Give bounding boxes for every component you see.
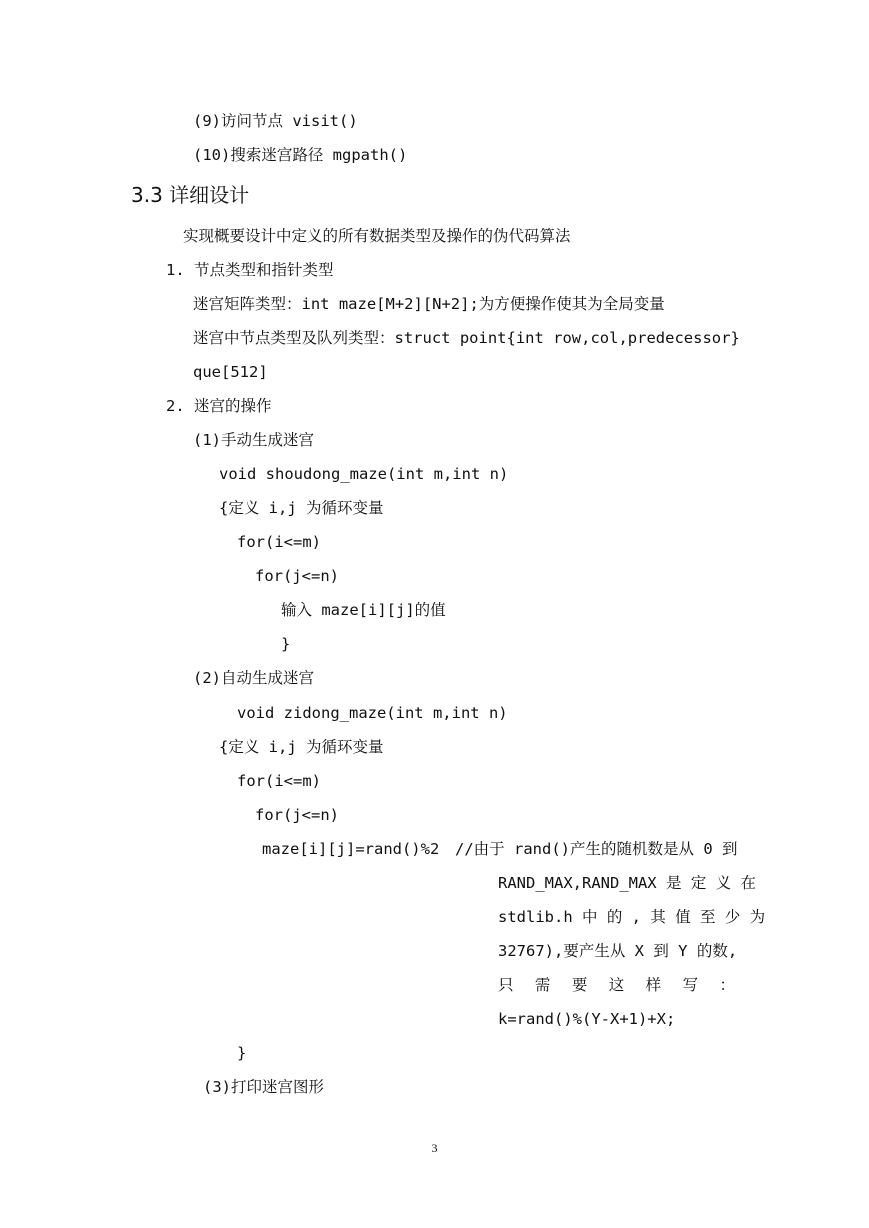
code-line: 输入 maze[i][j]的值 (281, 601, 446, 619)
sub1-title: (1)手动生成迷宫 (193, 431, 314, 449)
code-comment: stdlib.h 中 的 , 其 值 至 少 为 (498, 908, 766, 926)
code-line: for(j<=n) (255, 567, 339, 585)
code-line: {定义 i,j 为循环变量 (219, 738, 384, 756)
item1-title: 1. 节点类型和指针类型 (166, 261, 334, 279)
code-comment: //由于 rand()产生的随机数是从 0 到 (455, 840, 738, 858)
code-comment: 只 需 要 这 样 写 ： (498, 976, 735, 994)
code-line: } (237, 1044, 247, 1062)
item2-title: 2. 迷宫的操作 (166, 397, 272, 415)
sub3-title: (3)打印迷宫图形 (203, 1078, 324, 1096)
code-line: for(i<=m) (237, 772, 321, 790)
code-line: } (281, 635, 291, 653)
code-line: for(j<=n) (255, 806, 339, 824)
code-comment: k=rand()%(Y-X+1)+X; (498, 1010, 676, 1028)
code-line: void shoudong_maze(int m,int n) (219, 465, 509, 483)
code-line: {定义 i,j 为循环变量 (219, 499, 384, 517)
intro-text: 实现概要设计中定义的所有数据类型及操作的伪代码算法 (183, 227, 571, 245)
sub2-title: (2)自动生成迷宫 (193, 669, 314, 687)
list-item-visit: (9)访问节点 visit() (193, 112, 358, 130)
list-item-mgpath: (10)搜索迷宫路径 mgpath() (193, 146, 408, 164)
code-line: for(i<=m) (237, 533, 321, 551)
node-queue-type: 迷宫中节点类型及队列类型：struct point{int row,col,predecessor} (193, 329, 740, 347)
page-number: 3 (431, 1141, 438, 1155)
code-comment: 32767),要产生从 X 到 Y 的数, (498, 942, 738, 960)
code-line: maze[i][j]=rand()%2 (262, 840, 440, 858)
code-comment: RAND_MAX,RAND_MAX 是 定 义 在 (498, 874, 756, 892)
maze-matrix-type: 迷宫矩阵类型：int maze[M+2][N+2];为方便操作使其为全局变量 (193, 295, 665, 313)
section-heading: 3.3 详细设计 (131, 183, 250, 207)
code-line: void zidong_maze(int m,int n) (237, 704, 508, 722)
queue-size: que[512] (193, 363, 268, 381)
